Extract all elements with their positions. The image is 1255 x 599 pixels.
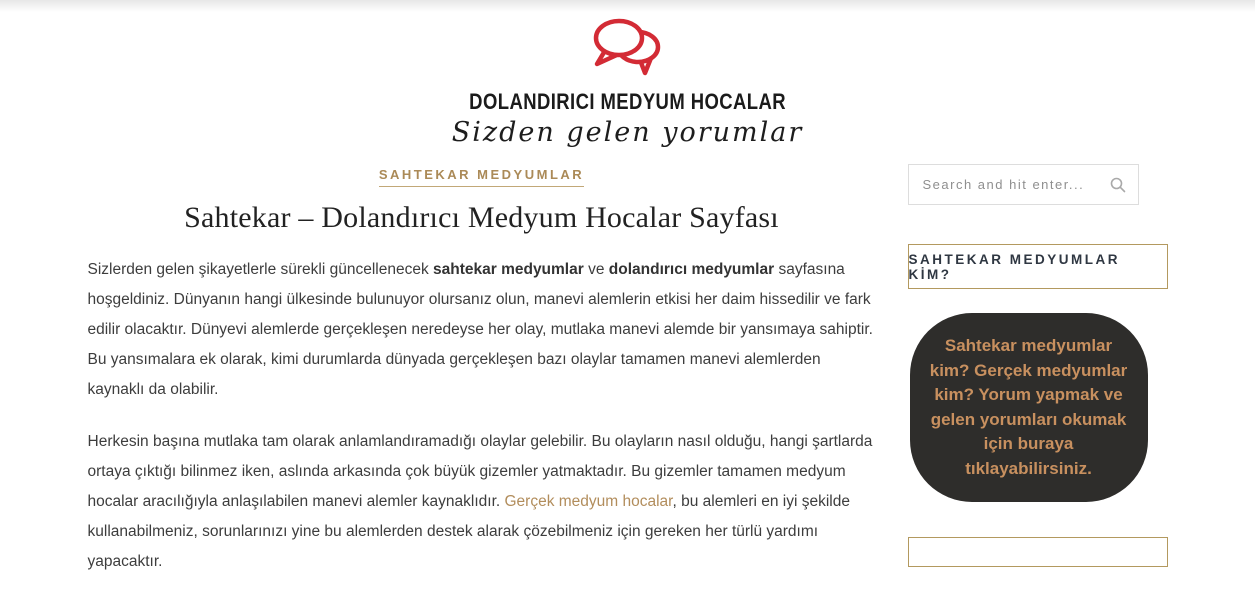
gercek-medyum-hocalar-link[interactable]: Gerçek medyum hocalar bbox=[504, 493, 673, 510]
paragraph-text: sayfasına hoşgeldiniz. Dünyanın hangi ülkesinde bulunuyor olursanız olun, manevi alemlerin etkisi her daim hissedilir ve fark edilir olacaktır. Dünyevi alemlerde gerçekleşen neredeyse her olay, mutlaka manevi alemde bir yansımaya sahiptir. Bu yansımalara ek olarak, kimi durumlarda dünyada gerçekleşen bazı olaylar tamamen manevi alemlerden kaynaklı da olabilir. bbox=[87, 261, 873, 398]
site-title: DOLANDIRICI MEDYUM HOCALAR bbox=[469, 89, 786, 114]
main-column bbox=[88, 164, 876, 599]
content-area bbox=[88, 164, 1168, 599]
paragraph-text: , bu alemleri en iyi şekilde kullanabilmeniz, sorunlarınızı yine bu alemlerden destek alarak çözebilmeniz için gereken her türlü yardımı yapacaktır. bbox=[87, 493, 850, 570]
sidebar-partial-box[interactable] bbox=[908, 537, 1168, 567]
page-title: Sahtekar – Dolandırıcı Medyum Hocalar Sayfası bbox=[184, 201, 779, 234]
site-tagline: Sizden gelen yorumlar bbox=[451, 117, 804, 148]
sidebar bbox=[908, 164, 1168, 599]
search-box bbox=[908, 164, 1139, 205]
speech-bubbles-icon[interactable] bbox=[592, 18, 664, 81]
article-paragraph-2 bbox=[88, 427, 876, 577]
page-container bbox=[88, 12, 1168, 599]
search-icon bbox=[1110, 181, 1126, 196]
search-button[interactable] bbox=[1110, 177, 1138, 193]
comments-cta-bubble[interactable] bbox=[910, 313, 1148, 502]
bold-keyword: sahtekar medyumlar bbox=[433, 261, 584, 278]
bold-keyword: dolandırıcı medyumlar bbox=[608, 261, 775, 278]
site-header bbox=[88, 12, 1168, 148]
breadcrumb bbox=[88, 166, 876, 187]
top-shadow-strip bbox=[0, 0, 1255, 12]
comments-cta-text: Sahtekar medyumlar kim? Gerçek medyumlar kim? Yorum yapmak ve gelen yorumları okumak için buraya tıklayabilirsiniz. bbox=[929, 336, 1128, 478]
paragraph-text: Sizlerden gelen şikayetlerle sürekli güncellenecek bbox=[87, 261, 433, 278]
search-input[interactable] bbox=[909, 177, 1110, 192]
category-link-sahtekar-medyumlar[interactable]: SAHTEKAR MEDYUMLAR bbox=[379, 167, 584, 187]
paragraph-text: ve bbox=[583, 261, 609, 278]
paragraph-text: Herkesin başına mutlaka tam olarak anlamlandıramadığı olaylar gelebilir. Bu olayların nasıl olduğu, hangi şartlarda ortaya çıktığı bilinmez iken, aslında arkasında çok büyük gizemler yatmaktadır. Bu gizemler tamamen medyum hocalar aracılığıyla anlaşılabilen manevi alemler kaynaklıdır. bbox=[87, 433, 873, 510]
article-paragraph-1 bbox=[88, 255, 876, 405]
sahtekar-medyumlar-kim-button[interactable]: SAHTEKAR MEDYUMLAR KİM? bbox=[908, 244, 1168, 289]
